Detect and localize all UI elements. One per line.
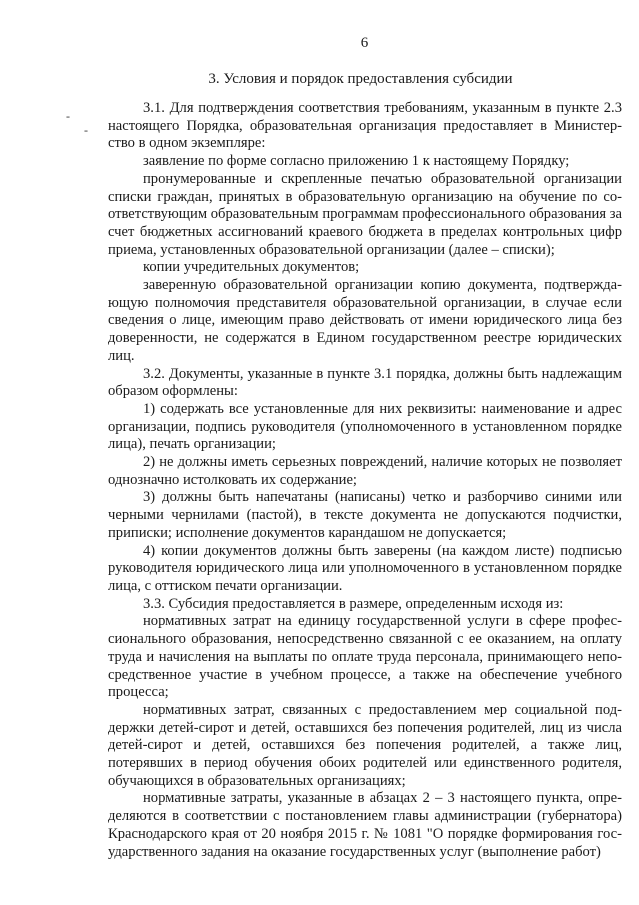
paragraph-3-2: 3.2. Документы, указанные в пункте 3.1 порядка, должны быть надлежащим образом оформлены: [108,365,622,400]
paragraph-3-1: 3.1. Для подтверждения соответствия требованиям, указанным в пункте 2.3 настоящего Порядка, образовательная организация предоставляет в Министерство в одном экземпляре: [108,100,622,152]
paragraph-requirement-3: 3) должны быть напечатаны (написаны) четко и разборчиво синими или черными чернилами (пастой), в тексте документа не допускаются подчистки, приписки; исполнение документов карандашом не допускается; [108,489,622,541]
paragraph-3-3: 3.3. Субсидия предоставляется в размере, определенным исходя из: [143,595,564,612]
paragraph-normative-costs: нормативных затрат на единицу государственной услуги в сфере профессионального образования, непосредственно связанной с ее оказанием, на оплату труда и начисления на выплаты по оплате труда персонала, принимающего непосредственное участие в учебном процессе, а также на обеспечение учебного процесса; [108,613,622,701]
paragraph-authority-copy: заверенную образовательной организации копию документа, подтверждающую полномочия представителя образовательной организации, в случае если сведения о лице, имеющим право действовать от имени юридического лица без доверенности, не содержатся в Едином государственном реестре юридических лиц. [108,277,622,364]
margin-mark: - [66,109,70,123]
paragraph-requirement-1: 1) содержать все установленные для них реквизиты: наименование и адрес организации, подпись руководителя (уполномоченного в установленном порядке лица), печать организации; [108,400,622,453]
paragraph-requirement-4: 4) копии документов должны быть заверены (на каждом листе) подписью руководителя юридического лица или уполномоченного в установленном порядке лица, с оттиском печати организации. [108,542,622,594]
paragraph-costs-definition: нормативные затраты, указанные в абзацах 2 – 3 настоящего пункта, определяются в соответствии с постановлением главы администрации (губернатора) Краснодарского края от 20 ноября 2015 г. № 1081 "О порядке формирования государственного задания на оказание государственных услуг (выполнение работ) [108,790,622,860]
section-title: 3. Условия и порядок предоставления субсидии [208,71,513,87]
paragraph-requirement-2: 2) не должны иметь серьезных повреждений, наличие которых не позволяет однозначно истолковать их содержание; [108,454,622,488]
page-number: 6 [360,35,369,51]
margin-mark: - [84,123,88,137]
body-text [108,100,622,861]
paragraph-social-support-costs: нормативных затрат, связанных с предоставлением мер социальной поддержки детей-сирот и детей, оставшихся без попечения родителей, лиц из числа детей-сирот и детей, оставшихся без попечения родителей, а также лиц, потерявших в период обучения обоих родителей или единственного родителя, обучающихся в образовательных организациях; [108,701,622,789]
paragraph-charter-copies: копии учредительных документов; [143,259,360,276]
paragraph-application: заявление по форме согласно приложению 1 к настоящему Порядку; [143,153,570,170]
paragraph-lists: пронумерованные и скрепленные печатью образовательной организации списки граждан, принятых в образовательную организацию на обучение по соответствующим образовательным программам профессионального образования за счет бюджетных ассигнований краевого бюджета в пределах контрольных цифр приема, установленных образовательной организации (далее – списки); [108,170,622,258]
